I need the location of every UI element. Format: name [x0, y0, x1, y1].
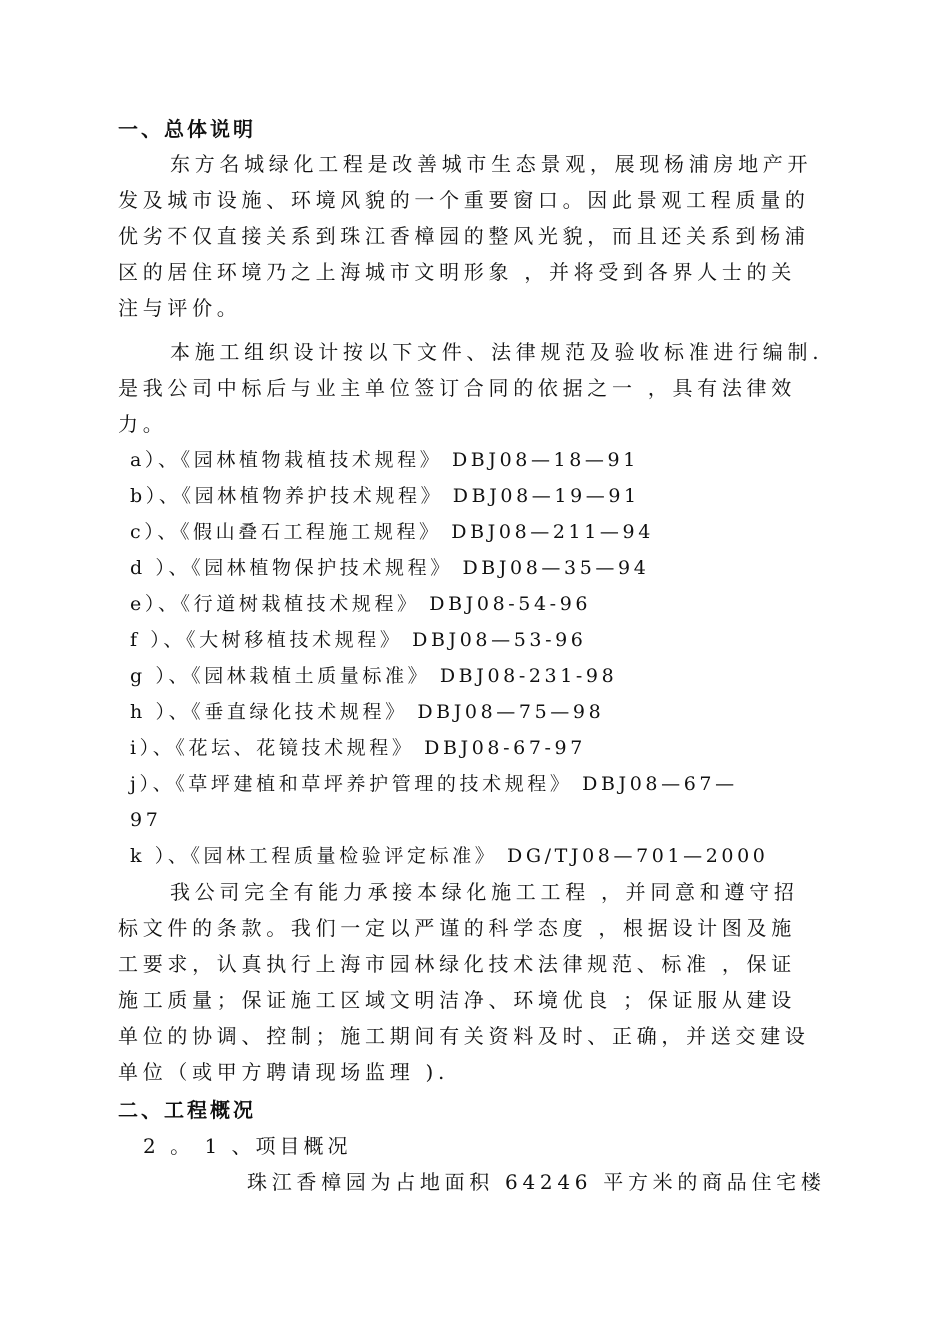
standard-list-item: g ）、《园林栽植土质量标准》 DBJ08-231-98 [130, 665, 618, 687]
paragraph-line: 是我公司中标后与业主单位签订合同的依据之一 ，具有法律效 [118, 376, 796, 400]
standard-list-item: i）、《花坛、花镜技术规程》 DBJ08-67-97 [130, 737, 586, 759]
standard-list-item: b）、《园林植物养护技术规程》 DBJ08—19—91 [130, 485, 640, 507]
paragraph-line: 单位（或甲方聘请现场监理 ). [118, 1060, 450, 1084]
standard-list-item: d ）、《园林植物保护技术规程》 DBJ08—35—94 [130, 557, 650, 579]
paragraph-line: 东方名城绿化工程是改善城市生态景观，展现杨浦房地产开 [170, 152, 813, 176]
standard-list-item: f ）、《大树移植技术规程》 DBJ08—53-96 [130, 629, 587, 651]
paragraph-line: 我公司完全有能力承接本绿化施工工程 ，并同意和遵守招 [170, 880, 799, 904]
paragraph-line: 优劣不仅直接关系到珠江香樟园的整风光貌，而且还关系到杨浦 [118, 224, 810, 248]
paragraph-line: 区的居住环境乃之上海城市文明形象 ，并将受到各界人士的关 [118, 260, 796, 284]
standard-list-item: h ）、《垂直绿化技术规程》 DBJ08—75—98 [130, 701, 605, 723]
paragraph-line: 注与评价。 [118, 296, 242, 320]
standard-list-item: 97 [130, 809, 162, 831]
section-2-title: 二、工程概况 [118, 1098, 256, 1122]
subsection-title: 2 。 1 、项目概况 [143, 1134, 352, 1158]
paragraph-line: 发及城市设施、环境风貌的一个重要窗口。因此景观工程质量的 [118, 188, 810, 212]
paragraph-line: 施工质量；保证施工区域文明洁净、环境优良 ；保证服从建设 [118, 988, 796, 1012]
paragraph-line: 工要求，认真执行上海市园林绿化技术法律规范、标准 ，保证 [118, 952, 796, 976]
standard-list-item: e）、《行道树栽植技术规程》 DBJ08-54-96 [130, 593, 592, 615]
standard-list-item: j）、《草坪建植和草坪养护管理的技术规程》 DBJ08—67— [130, 773, 738, 795]
paragraph-line: 标文件的条款。我们一定以严谨的科学态度 ，根据设计图及施 [118, 916, 796, 940]
paragraph-line: 珠江香樟园为占地面积 64246 平方米的商品住宅楼 [247, 1170, 826, 1194]
standard-list-item: a）、《园林植物栽植技术规程》 DBJ08—18—91 [130, 449, 639, 471]
paragraph-line: 本施工组织设计按以下文件、法律规范及验收标准进行编制. [170, 340, 824, 364]
paragraph-line: 单位的协调、控制；施工期间有关资料及时、正确，并送交建设 [118, 1024, 810, 1048]
standard-list-item: c）、《假山叠石工程施工规程》 DBJ08—211—94 [130, 521, 654, 543]
standard-list-item: k ）、《园林工程质量检验评定标准》 DG/TJ08—701—2000 [130, 845, 769, 867]
section-1-title: 一、总体说明 [118, 117, 256, 141]
paragraph-line: 力。 [118, 412, 168, 436]
